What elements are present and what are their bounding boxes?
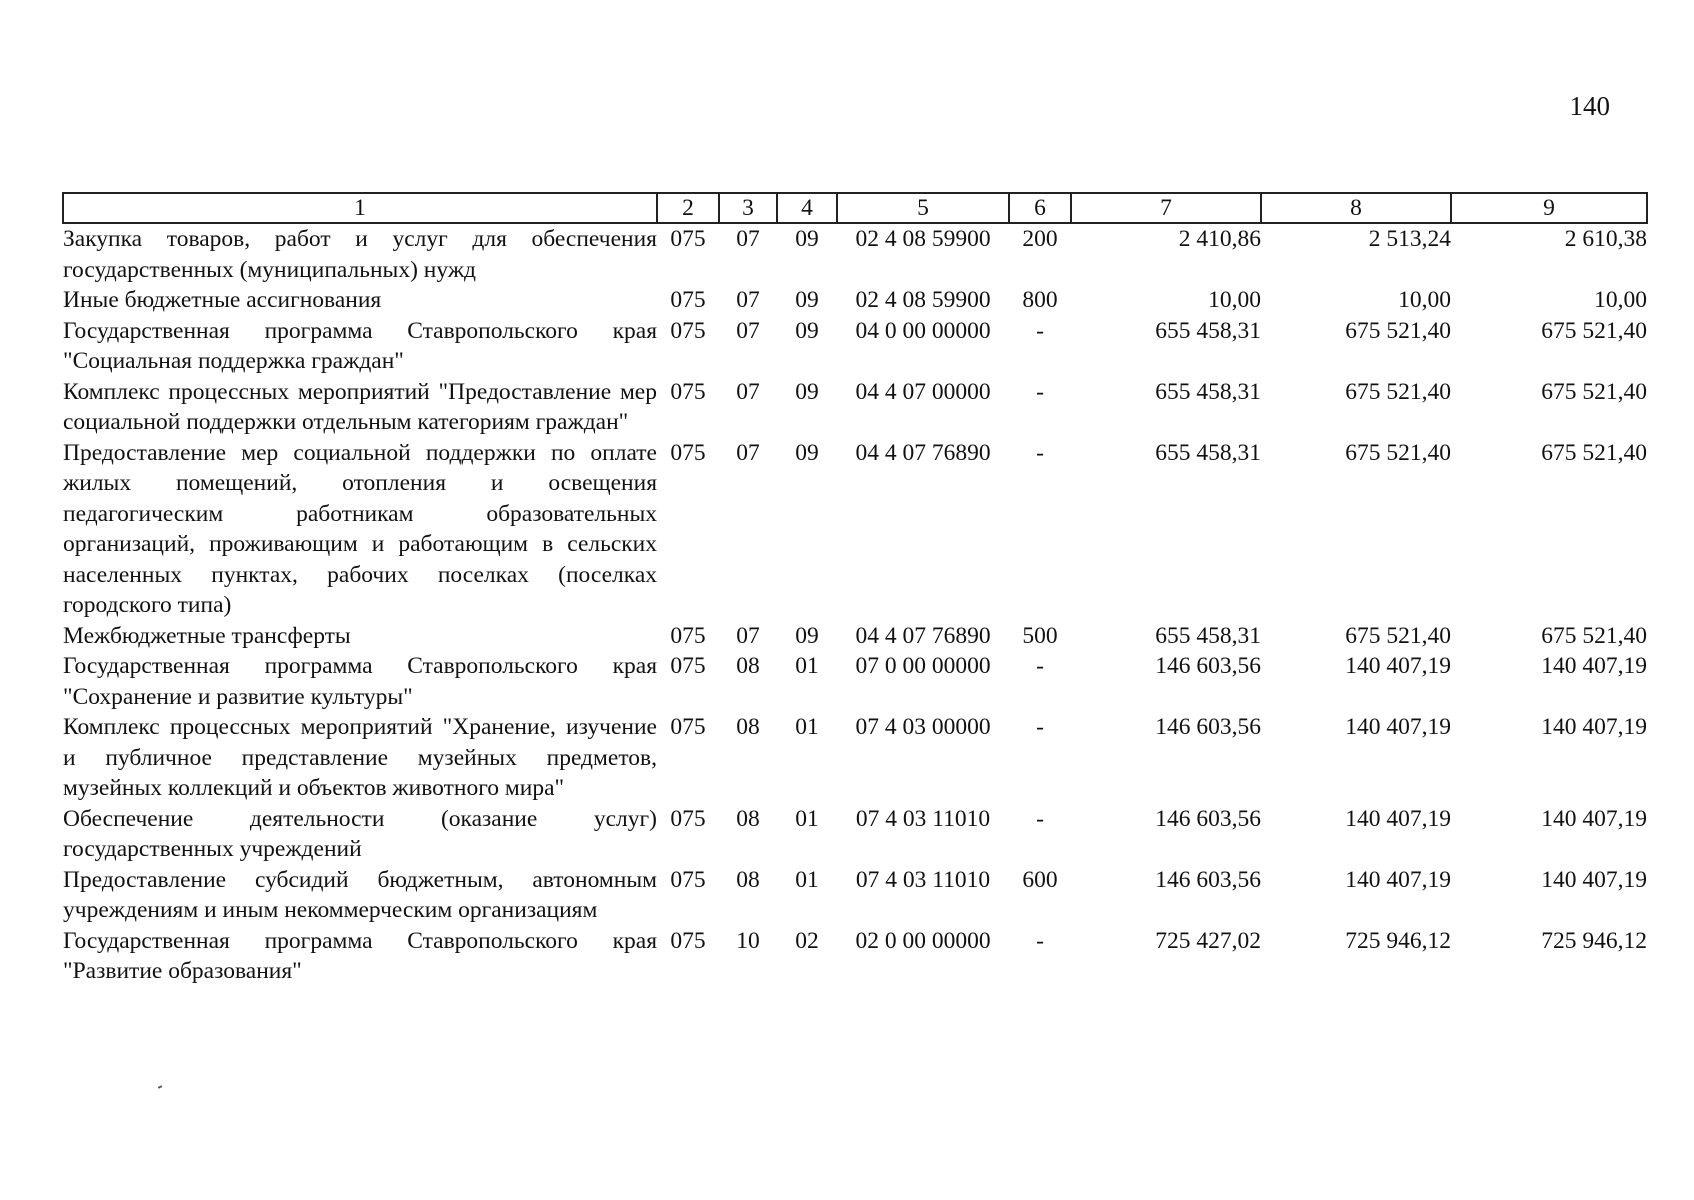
row-ved-cell: 075 [670,622,706,649]
table-row [63,926,1647,987]
table-row [63,621,1647,652]
row-pr-cell: 01 [795,714,819,740]
row-amount-3-cell: 140 407,19 [1541,866,1647,893]
table-row [63,804,1647,865]
row-amount-2-cell: 140 407,19 [1345,805,1451,832]
row-amount-3-cell: 675 521,40 [1541,439,1647,466]
header-col-8: 8 [1261,193,1451,223]
row-pr-cell: 01 [795,805,819,832]
row-ved-cell: 075 [670,317,706,344]
row-ved-cell: 075 [670,226,706,252]
row-amount-2-cell: 2 513,24 [1368,226,1451,252]
row-amount-1-cell: 655 458,31 [1155,439,1261,466]
row-rz-cell: 07 [736,439,760,466]
row-name-cell: Закупка товаров, работ и услуг для обеспечения государственных (муниципальных) нужд [63,226,657,283]
row-vr-cell: 600 [1022,866,1058,893]
row-amount-3-cell: 675 521,40 [1541,622,1647,649]
page-number: 140 [1569,91,1610,121]
row-vr-cell: 800 [1022,287,1058,313]
row-vr-cell: - [1036,805,1044,832]
row-pr-cell: 09 [795,622,819,649]
table-row [63,316,1647,377]
row-csr-cell: 02 4 08 59900 [855,287,991,313]
row-amount-1-cell: 146 603,56 [1155,805,1261,832]
table-row [63,651,1647,712]
header-row [63,193,1647,223]
table-row [63,285,1647,316]
row-pr-cell: 09 [795,226,819,252]
row-name-cell: Предоставление мер социальной поддержки по оплате жилых помещений, отопления и освещения педагогическим работникам образовательных организаций, проживающим и работающим в сельских населенных пунктах, рабочих поселках (поселках городского типа) [63,439,657,618]
row-pr-cell: 09 [795,287,819,313]
row-csr-cell: 07 4 03 11010 [855,866,991,893]
row-amount-3-cell: 140 407,19 [1541,653,1647,679]
header-col-1: 1 [63,193,657,223]
row-vr-cell: - [1036,927,1044,954]
row-rz-cell: 10 [736,927,760,954]
row-amount-2-cell: 675 521,40 [1345,317,1451,344]
header-col-6: 6 [1009,193,1071,223]
row-amount-3-cell: 140 407,19 [1541,714,1647,740]
row-rz-cell: 08 [736,653,760,679]
row-csr-cell: 04 0 00 00000 [855,317,991,344]
table-row [63,377,1647,438]
row-rz-cell: 07 [736,287,760,313]
row-vr-cell: 500 [1022,622,1058,649]
row-ved-cell: 075 [670,805,706,832]
row-amount-3-cell: 725 946,12 [1541,927,1647,954]
row-name-cell: Государственная программа Ставропольского края "Развитие образования" [63,927,657,984]
row-vr-cell: - [1036,378,1044,405]
header-col-5: 5 [837,193,1009,223]
header-col-9: 9 [1451,193,1647,223]
row-amount-1-cell: 146 603,56 [1155,714,1261,740]
table-row [63,223,1647,285]
row-csr-cell: 02 4 08 59900 [855,226,991,252]
row-pr-cell: 09 [795,378,819,405]
row-ved-cell: 075 [670,378,706,405]
row-name-cell: Комплекс процессных мероприятий "Хранение, изучение и публичное представление музейных предметов, музейных коллекций и объектов животного мира" [63,714,657,801]
row-pr-cell: 02 [795,927,819,954]
budget-table [62,192,1648,987]
scan-artifact [158,1085,162,1089]
row-csr-cell: 04 4 07 76890 [855,622,991,649]
row-amount-2-cell: 675 521,40 [1345,378,1451,405]
row-amount-2-cell: 725 946,12 [1345,927,1451,954]
row-name-cell: Обеспечение деятельности (оказание услуг) государственных учреждений [63,805,657,862]
row-amount-1-cell: 2 410,86 [1178,226,1261,252]
row-amount-2-cell: 140 407,19 [1345,866,1451,893]
row-amount-1-cell: 655 458,31 [1155,317,1261,344]
row-name-cell: Межбюджетные трансферты [63,622,351,649]
row-name-cell: Государственная программа Ставропольского края "Социальная поддержка граждан" [63,317,657,374]
table-row [63,712,1647,804]
row-csr-cell: 02 0 00 00000 [855,927,991,954]
row-rz-cell: 07 [736,378,760,405]
header-col-7: 7 [1071,193,1261,223]
row-name-cell: Комплекс процессных мероприятий "Предоставление мер социальной поддержки отдельным категориям граждан" [63,378,657,435]
row-vr-cell: - [1036,439,1044,466]
row-ved-cell: 075 [670,287,706,313]
row-rz-cell: 07 [736,317,760,344]
row-amount-3-cell: 2 610,38 [1564,226,1647,252]
row-vr-cell: - [1036,653,1044,679]
row-rz-cell: 08 [736,866,760,893]
row-amount-1-cell: 655 458,31 [1155,622,1261,649]
row-rz-cell: 08 [736,805,760,832]
row-amount-1-cell: 10,00 [1208,287,1261,313]
header-col-3: 3 [719,193,777,223]
row-amount-2-cell: 675 521,40 [1345,439,1451,466]
header-col-2: 2 [657,193,719,223]
row-csr-cell: 07 4 03 11010 [855,805,991,832]
row-rz-cell: 08 [736,714,760,740]
row-amount-1-cell: 725 427,02 [1155,927,1261,954]
row-vr-cell: - [1036,317,1044,344]
row-csr-cell: 07 0 00 00000 [855,653,991,679]
row-ved-cell: 075 [670,927,706,954]
table-row [63,438,1647,621]
row-ved-cell: 075 [670,866,706,893]
row-csr-cell: 04 4 07 00000 [855,378,991,405]
row-amount-1-cell: 146 603,56 [1155,653,1261,679]
row-pr-cell: 09 [795,439,819,466]
row-csr-cell: 04 4 07 76890 [855,439,991,466]
row-pr-cell: 01 [795,866,819,893]
row-ved-cell: 075 [670,439,706,466]
row-vr-cell: 200 [1022,226,1058,252]
row-vr-cell: - [1036,714,1044,740]
row-amount-2-cell: 10,00 [1398,287,1451,313]
row-csr-cell: 07 4 03 00000 [855,714,991,740]
row-ved-cell: 075 [670,653,706,679]
row-name-cell: Иные бюджетные ассигнования [63,287,382,313]
row-amount-2-cell: 140 407,19 [1345,653,1451,679]
header-col-4: 4 [777,193,837,223]
row-amount-3-cell: 675 521,40 [1541,378,1647,405]
row-name-cell: Государственная программа Ставропольского края "Сохранение и развитие культуры" [63,653,657,710]
row-amount-3-cell: 675 521,40 [1541,317,1647,344]
row-amount-1-cell: 655 458,31 [1155,378,1261,405]
row-amount-3-cell: 10,00 [1594,287,1647,313]
row-rz-cell: 07 [736,622,760,649]
row-amount-2-cell: 140 407,19 [1345,714,1451,740]
row-pr-cell: 01 [795,653,819,679]
row-ved-cell: 075 [670,714,706,740]
row-amount-1-cell: 146 603,56 [1155,866,1261,893]
row-amount-2-cell: 675 521,40 [1345,622,1451,649]
row-rz-cell: 07 [736,226,760,252]
row-pr-cell: 09 [795,317,819,344]
table-row [63,865,1647,926]
row-amount-3-cell: 140 407,19 [1541,805,1647,832]
row-name-cell: Предоставление субсидий бюджетным, автономным учреждениям и иным некоммерческим организациям [63,866,657,923]
